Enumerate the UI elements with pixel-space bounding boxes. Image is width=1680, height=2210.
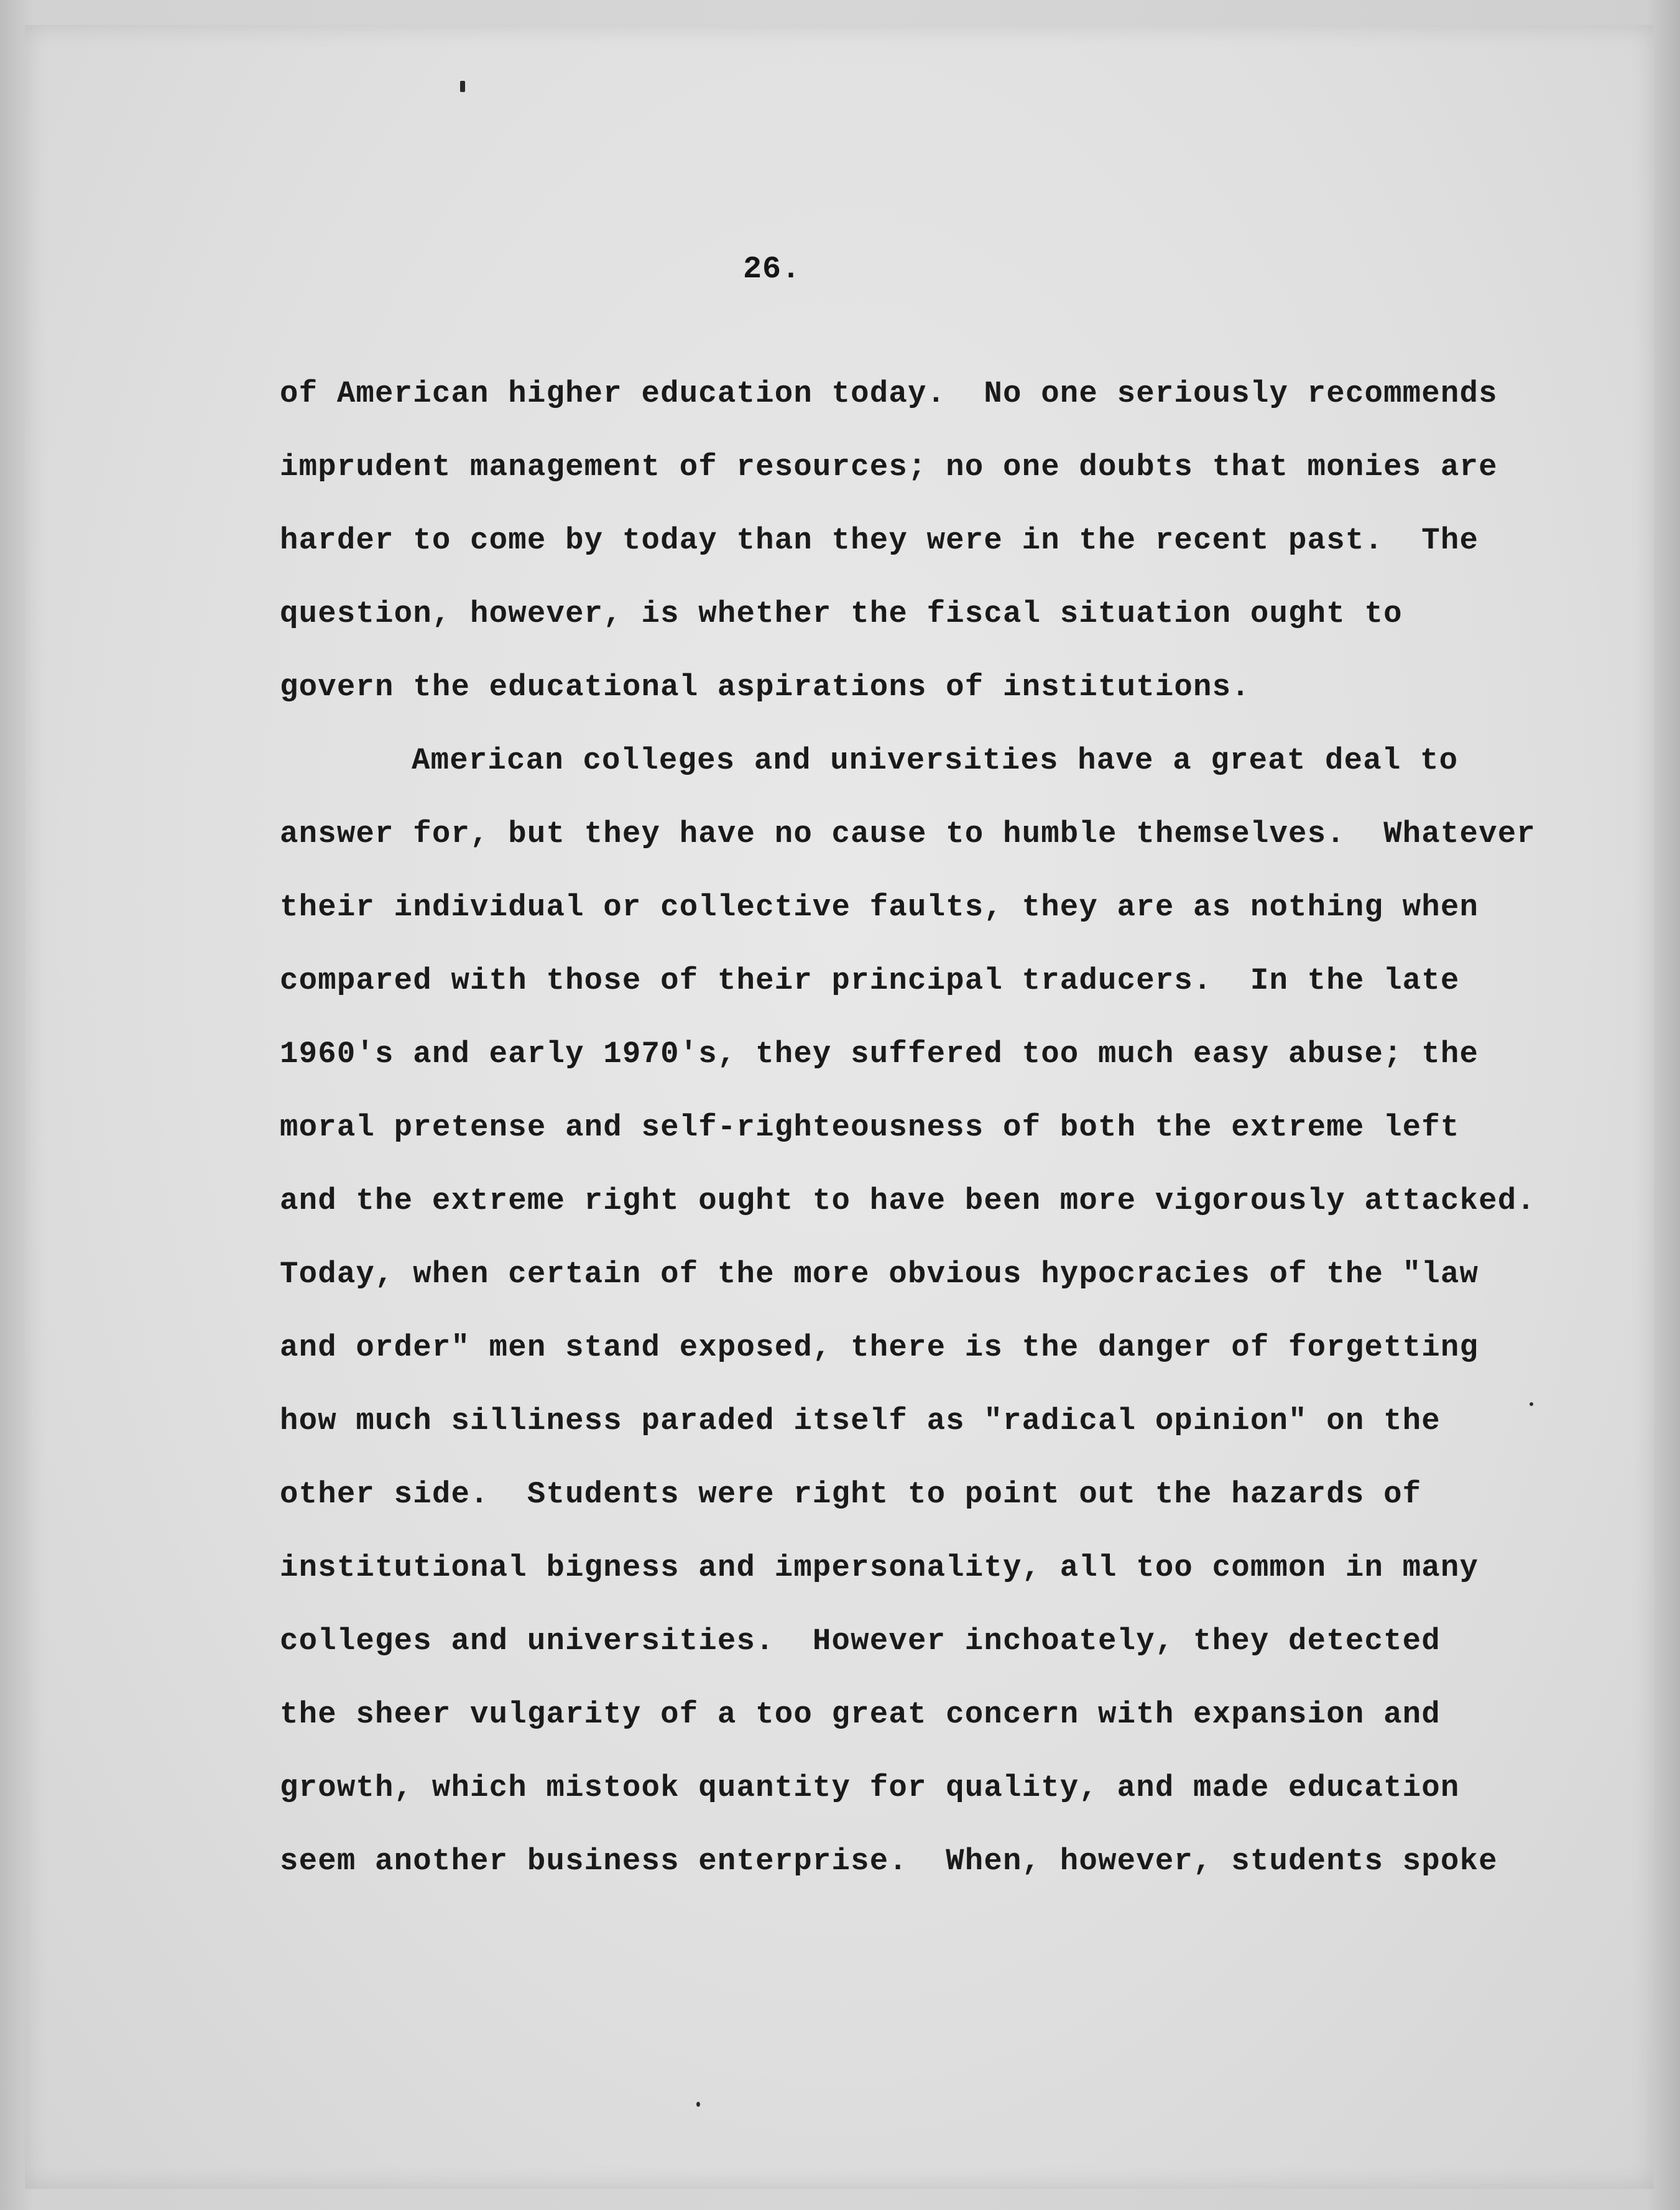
text-line: how much silliness paraded itself as "radical opinion" on the xyxy=(280,1403,1441,1438)
text-line: Today, when certain of the more obvious hypocracies of the "law xyxy=(280,1257,1479,1292)
text-line: and order" men stand exposed, there is the danger of forgetting xyxy=(280,1330,1479,1365)
paragraph-first-line: American colleges and universities have a great deal to xyxy=(412,743,1459,778)
text-line: imprudent management of resources; no one doubts that monies are xyxy=(280,450,1498,484)
text-line: growth, which mistook quantity for quality, and made education xyxy=(280,1770,1460,1805)
text-line: govern the educational aspirations of institutions. xyxy=(280,670,1250,705)
text-line: of American higher education today. No one seriously recommends xyxy=(280,376,1498,411)
text-line: institutional bigness and impersonality, all too common in many xyxy=(280,1550,1479,1585)
ink-speck xyxy=(460,81,465,92)
text-line: question, however, is whether the fiscal situation ought to xyxy=(280,596,1403,631)
document-page xyxy=(25,25,1654,2189)
text-line: seem another business enterprise. When, however, students spoke xyxy=(280,1844,1498,1879)
text-line: the sheer vulgarity of a too great concern with expansion and xyxy=(280,1697,1441,1732)
text-line: answer for, but they have no cause to humble themselves. Whatever xyxy=(280,816,1536,851)
text-line: their individual or collective faults, they are as nothing when xyxy=(280,890,1479,925)
text-line: compared with those of their principal traducers. In the late xyxy=(280,963,1460,998)
text-line: moral pretense and self-righteousness of both the extreme left xyxy=(280,1110,1460,1145)
ink-speck xyxy=(1530,1402,1533,1406)
text-line: harder to come by today than they were in the recent past. The xyxy=(280,523,1479,558)
text-line: 1960's and early 1970's, they suffered too much easy abuse; the xyxy=(280,1037,1479,1071)
page-number: 26. xyxy=(743,252,801,287)
text-line: and the extreme right ought to have been more vigorously attacked. xyxy=(280,1183,1536,1218)
text-line: colleges and universities. However inchoately, they detected xyxy=(280,1624,1441,1658)
text-line: other side. Students were right to point out the hazards of xyxy=(280,1477,1422,1512)
ink-speck xyxy=(696,2102,700,2107)
